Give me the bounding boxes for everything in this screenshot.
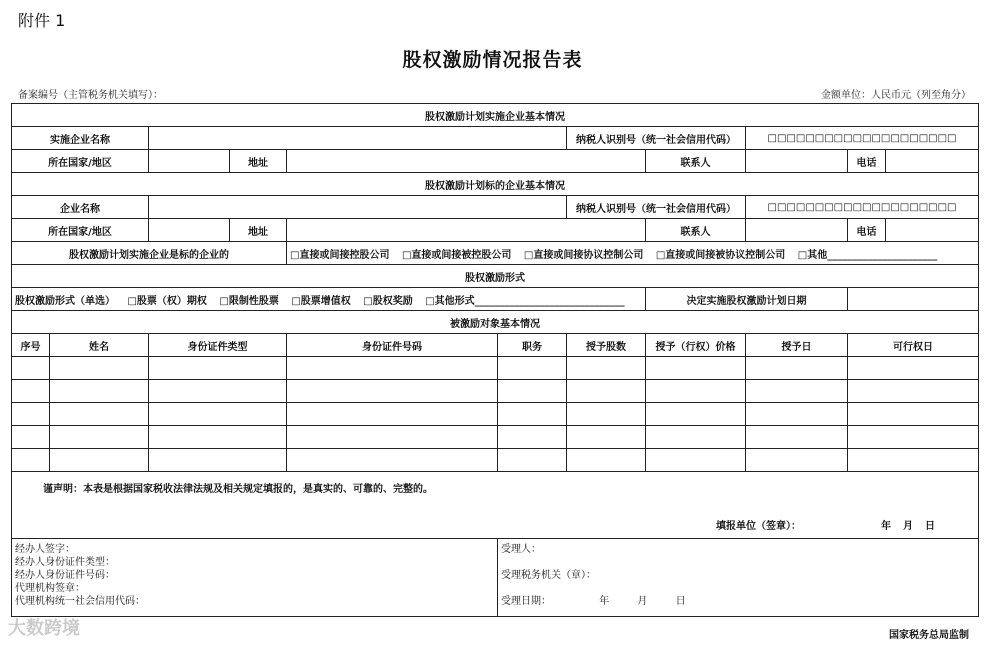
acceptor-label: 受理人： [501,544,541,555]
target-company-name-field[interactable] [149,196,567,219]
agent-id-type-label: 经办人身份证件类型： [15,557,115,568]
address-field[interactable] [287,150,646,173]
acceptance-year: 年 [599,596,610,607]
cell[interactable] [12,380,50,403]
relation-label: 股权激励计划实施企业是标的企业的 [12,242,287,265]
form-option-equity-award[interactable]: □股权奖励 [363,295,413,307]
agent-id-number-label: 经办人身份证件号码： [15,570,115,581]
agent-info-cell [12,539,498,617]
incentive-form-label: 股权激励形式（单选） [15,295,115,307]
cell[interactable] [287,380,498,403]
cell[interactable] [567,403,646,426]
col-header-position: 职务 [498,334,567,357]
cell[interactable] [149,426,287,449]
col-header-index: 序号 [12,334,50,357]
section2-header: 股权激励计划标的企业基本情况 [12,173,979,196]
cell[interactable] [287,426,498,449]
target-contact-field[interactable] [746,219,848,242]
signature-day: 日 [925,521,936,532]
country-label: 所在国家/地区 [12,150,149,173]
cell[interactable] [646,403,746,426]
section1-header: 股权激励计划实施企业基本情况 [12,104,979,127]
col-header-name: 姓名 [50,334,149,357]
signature-line [15,495,975,532]
agency-credit-code-label: 代理机构统一社会信用代码： [15,596,145,607]
cell[interactable] [646,426,746,449]
cell[interactable] [12,357,50,380]
signature-year: 年 [881,521,892,532]
form-option-restricted-stock[interactable]: □限制性股票 [219,295,279,307]
address-label: 地址 [230,150,287,173]
cell[interactable] [567,380,646,403]
acceptance-date-row [501,595,975,608]
country-field[interactable] [149,150,230,173]
statement-text: 谨声明：本表是根据国家税收法律法规及相关规定填报的，是真实的、可靠的、完整的。 [43,484,433,495]
cell[interactable] [12,426,50,449]
cell[interactable] [12,403,50,426]
cell[interactable] [287,403,498,426]
report-table [11,103,979,617]
company-name-field[interactable] [149,127,567,150]
target-address-field[interactable] [287,219,646,242]
relation-options [287,242,979,265]
target-taxpayer-id-boxes[interactable]: □□□□□□□□□□□□□□□□□□□□ [746,196,979,219]
cell[interactable] [50,426,149,449]
relation-option-holding[interactable]: □直接或间接控股公司 [290,249,390,261]
col-header-exercise-date: 可行权日 [848,334,979,357]
cell[interactable] [287,357,498,380]
col-header-shares: 授予股数 [567,334,646,357]
acceptance-day: 日 [675,596,686,607]
section4-header: 被激励对象基本情况 [12,311,979,334]
cell[interactable] [149,380,287,403]
contact-field[interactable] [746,150,848,173]
cell[interactable] [848,357,979,380]
taxpayer-id-label: 纳税人识别号（统一社会信用代码） [567,127,746,150]
phone-field[interactable] [886,150,979,173]
acceptance-info-cell [498,539,979,617]
form-option-stock-option[interactable]: □股票（权）期权 [127,295,207,307]
cell[interactable] [746,426,848,449]
cell[interactable] [567,426,646,449]
cell[interactable] [50,449,149,472]
cell[interactable] [646,380,746,403]
acceptance-date-label: 受理日期： [501,596,551,607]
form-option-other[interactable]: □其他形式______________________________ [425,295,625,307]
table-row [12,357,979,380]
target-address-label: 地址 [230,219,287,242]
statement-cell [12,472,979,539]
relation-option-agreement-controlled[interactable]: □直接或间接被协议控制公司 [655,249,786,261]
footer-label: 国家税务总局监制 [889,630,969,641]
relation-option-other[interactable]: □其他______________________ [797,249,938,261]
cell[interactable] [746,449,848,472]
cell[interactable] [149,449,287,472]
taxpayer-id-boxes[interactable]: □□□□□□□□□□□□□□□□□□□□ [746,127,979,150]
agency-seal-label: 代理机构签章： [15,583,85,594]
cell[interactable] [848,403,979,426]
decision-date-field[interactable] [848,288,979,311]
cell[interactable] [50,403,149,426]
cell[interactable] [567,357,646,380]
target-company-name-label: 企业名称 [12,196,149,219]
cell[interactable] [149,357,287,380]
cell[interactable] [50,380,149,403]
incentive-form-row [12,288,646,311]
cell[interactable] [50,357,149,380]
cell[interactable] [848,380,979,403]
table-row [12,380,979,403]
cell[interactable] [848,449,979,472]
cell[interactable] [149,403,287,426]
target-phone-field[interactable] [886,219,979,242]
target-taxpayer-id-label: 纳税人识别号（统一社会信用代码） [567,196,746,219]
relation-option-held[interactable]: □直接或间接被控股公司 [401,249,512,261]
section3-header: 股权激励形式 [12,265,979,288]
cell[interactable] [287,449,498,472]
col-header-grant-date: 授予日 [746,334,848,357]
col-header-price: 授予（行权）价格 [646,334,746,357]
target-contact-label: 联系人 [646,219,746,242]
decision-date-label: 决定实施股权激励计划日期 [646,288,848,311]
relation-option-agreement[interactable]: □直接或间接协议控制公司 [523,249,644,261]
cell[interactable] [498,449,567,472]
cell[interactable] [498,357,567,380]
form-title: 股权激励情况报告表 [402,49,583,71]
cell[interactable] [498,426,567,449]
table-row [12,449,979,472]
cell[interactable] [498,380,567,403]
cell[interactable] [746,380,848,403]
cell[interactable] [12,449,50,472]
tax-authority-label: 受理税务机关（章）： [501,570,596,581]
target-phone-label: 电话 [848,219,886,242]
target-country-label: 所在国家/地区 [12,219,149,242]
col-header-id-number: 身份证件号码 [287,334,498,357]
form-option-appreciation-right[interactable]: □股票增值权 [291,295,351,307]
contact-label: 联系人 [646,150,746,173]
cell[interactable] [746,403,848,426]
table-row [12,403,979,426]
cell[interactable] [567,449,646,472]
agent-signature-label: 经办人签字： [15,544,75,555]
annex-label: 附件 1 [18,11,66,30]
cell[interactable] [746,357,848,380]
amount-unit-label: 金额单位：人民币元（列至角分） [821,90,971,101]
watermark: 大数跨境 [8,618,80,639]
target-country-field[interactable] [149,219,230,242]
signature-month: 月 [903,521,914,532]
company-name-label: 实施企业名称 [12,127,149,150]
phone-label: 电话 [848,150,886,173]
signature-unit-label: 填报单位（签章）： [716,521,802,532]
acceptance-month: 月 [637,596,648,607]
table-row [12,426,979,449]
cell[interactable] [646,449,746,472]
filing-number-label: 备案编号（主管税务机关填写）： [18,90,163,101]
cell[interactable] [848,426,979,449]
cell[interactable] [646,357,746,380]
cell[interactable] [498,403,567,426]
col-header-id-type: 身份证件类型 [149,334,287,357]
